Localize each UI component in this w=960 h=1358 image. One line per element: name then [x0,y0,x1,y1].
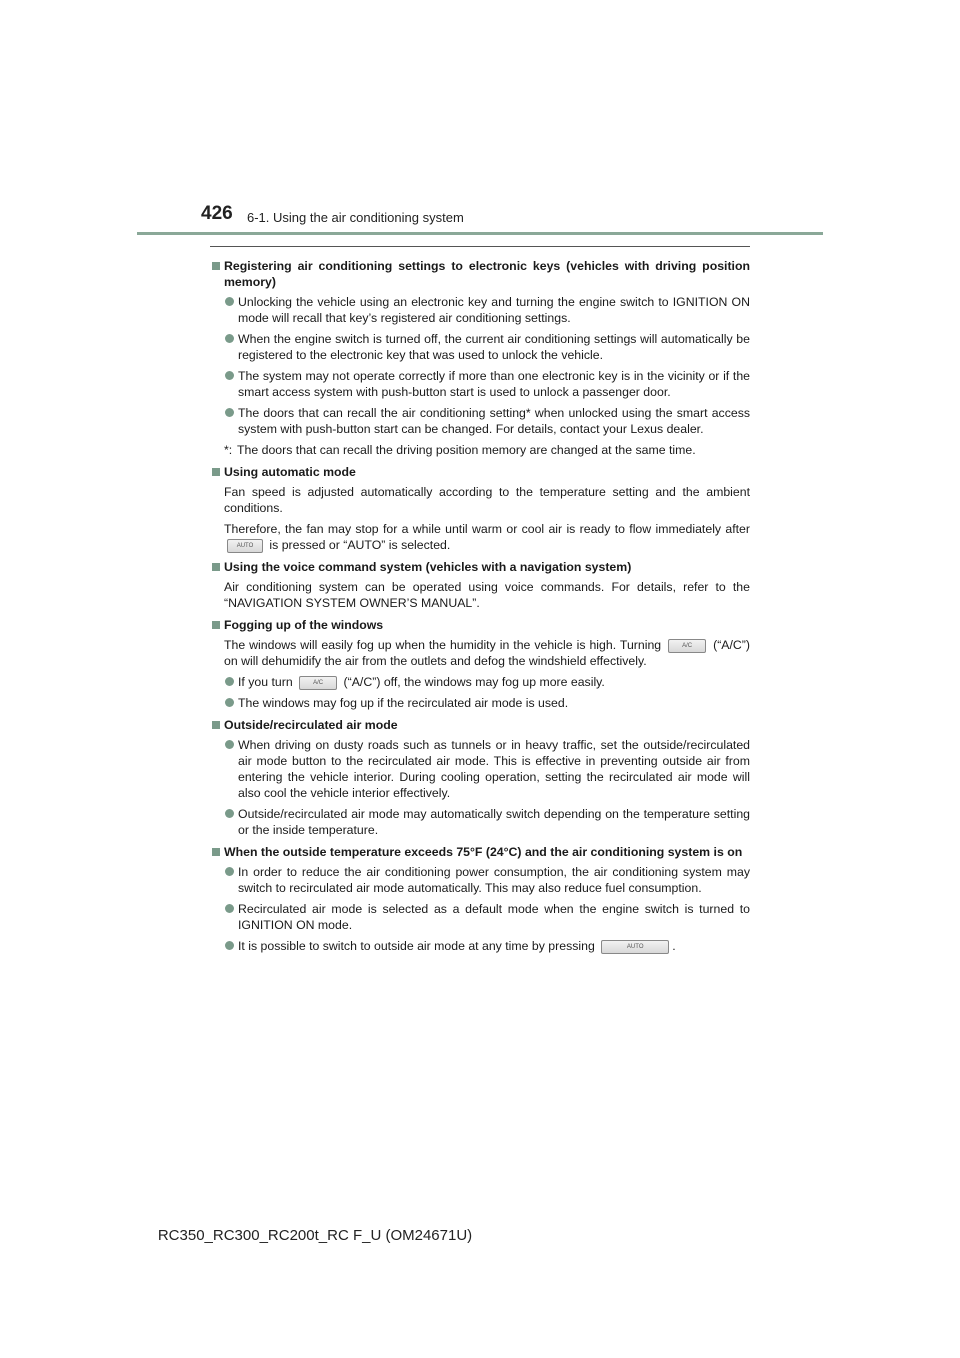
paragraph: Air conditioning system can be operated using voice commands. For details, refer to the “NAVIGATION SYSTEM OWNER’S MANUAL”. [224,580,750,610]
page-number: 426 [201,203,233,224]
section-heading: When the outside temperature exceeds 75°F (24°C) and the air conditioning system is on [210,844,750,860]
auto-button-icon: AUTO [227,539,263,553]
section-heading: Fogging up of the windows [210,617,750,633]
list-item: If you turn A/C (“A/C”) off, the windows may fog up more easily. [210,674,750,690]
circle-bullet-icon [225,904,234,913]
circle-bullet-icon [225,809,234,818]
list-item: The doors that can recall the air conditioning setting* when unlocked using the smart access system with push-button start can be changed. For details, contact your Lexus dealer. [210,405,750,437]
list-item: When driving on dusty roads such as tunnels or in heavy traffic, set the outside/recirculated air mode button to the recirculated air mode. This is effective in preventing outside air from entering the vehicle interior. During cooling operation, setting the recirculated air mode will also cool the vehicle interior effectively. [210,737,750,801]
paragraph: Fan speed is adjusted automatically according to the temperature setting and the ambient conditions. [224,485,750,515]
circle-bullet-icon [225,334,234,343]
circle-bullet-icon [225,941,234,950]
paragraph: The windows will easily fog up when the humidity in the vehicle is high. Turning A/C (“A/C”) on will dehumidify the air from the outlets and defog the windshield effectively. [224,638,750,668]
section-heading: Registering air conditioning settings to electronic keys (vehicles with driving position memory) [210,258,750,290]
footer-model-code: RC350_RC300_RC200t_RC F_U (OM24671U) [157,1227,473,1244]
section-fogging-windows [210,617,750,711]
square-bullet-icon [212,262,220,270]
section-outside-recirculated [210,717,750,838]
circle-bullet-icon [225,698,234,707]
list-item: The system may not operate correctly if more than one electronic key is in the vicinity or if the smart access system with push-button start is used to unlock a passenger door. [210,368,750,400]
square-bullet-icon [212,621,220,629]
section-heading: Outside/recirculated air mode [210,717,750,733]
header-divider [137,232,823,235]
section-registering-settings [210,258,750,458]
square-bullet-icon [212,468,220,476]
section-automatic-mode [210,464,750,553]
page-content [210,258,750,960]
list-item: Unlocking the vehicle using an electronic key and turning the engine switch to IGNITION ON mode will recall that key’s registered air conditioning settings. [210,294,750,326]
square-bullet-icon [212,848,220,856]
circle-bullet-icon [225,677,234,686]
paragraph: Therefore, the fan may stop for a while until warm or cool air is ready to flow immediately after AUTO is pressed or “AUTO” is selected. [224,522,750,552]
square-bullet-icon [212,721,220,729]
section-heading: Using the voice command system (vehicles with a navigation system) [210,559,750,575]
list-item: The windows may fog up if the recirculated air mode is used. [210,695,750,711]
section-title: 6-1. Using the air conditioning system [247,210,464,225]
section-outside-temperature [210,844,750,954]
footnote-mark: *: [224,443,233,457]
ac-button-icon: A/C [299,676,337,690]
list-item: When the engine switch is turned off, the current air conditioning settings will automatically be registered to the electronic key that was used to unlock the vehicle. [210,331,750,363]
section-voice-command [210,559,750,611]
square-bullet-icon [212,563,220,571]
ac-button-icon: A/C [668,639,706,653]
circle-bullet-icon [225,297,234,306]
section-heading: Using automatic mode [210,464,750,480]
circle-bullet-icon [225,740,234,749]
list-item: In order to reduce the air conditioning power consumption, the air conditioning system may switch to recirculated air mode automatically. This may also reduce fuel consumption. [210,864,750,896]
content-divider [210,246,750,247]
list-item: Recirculated air mode is selected as a default mode when the engine switch is turned to IGNITION ON mode. [210,901,750,933]
auto-recirculation-button-icon: AUTO [601,940,669,954]
circle-bullet-icon [225,867,234,876]
circle-bullet-icon [225,371,234,380]
list-item: Outside/recirculated air mode may automatically switch depending on the temperature setting or the inside temperature. [210,806,750,838]
list-item: It is possible to switch to outside air mode at any time by pressing AUTO . [210,938,750,954]
footnote: *: The doors that can recall the driving position memory are changed at the same time. [224,443,696,457]
circle-bullet-icon [225,408,234,417]
